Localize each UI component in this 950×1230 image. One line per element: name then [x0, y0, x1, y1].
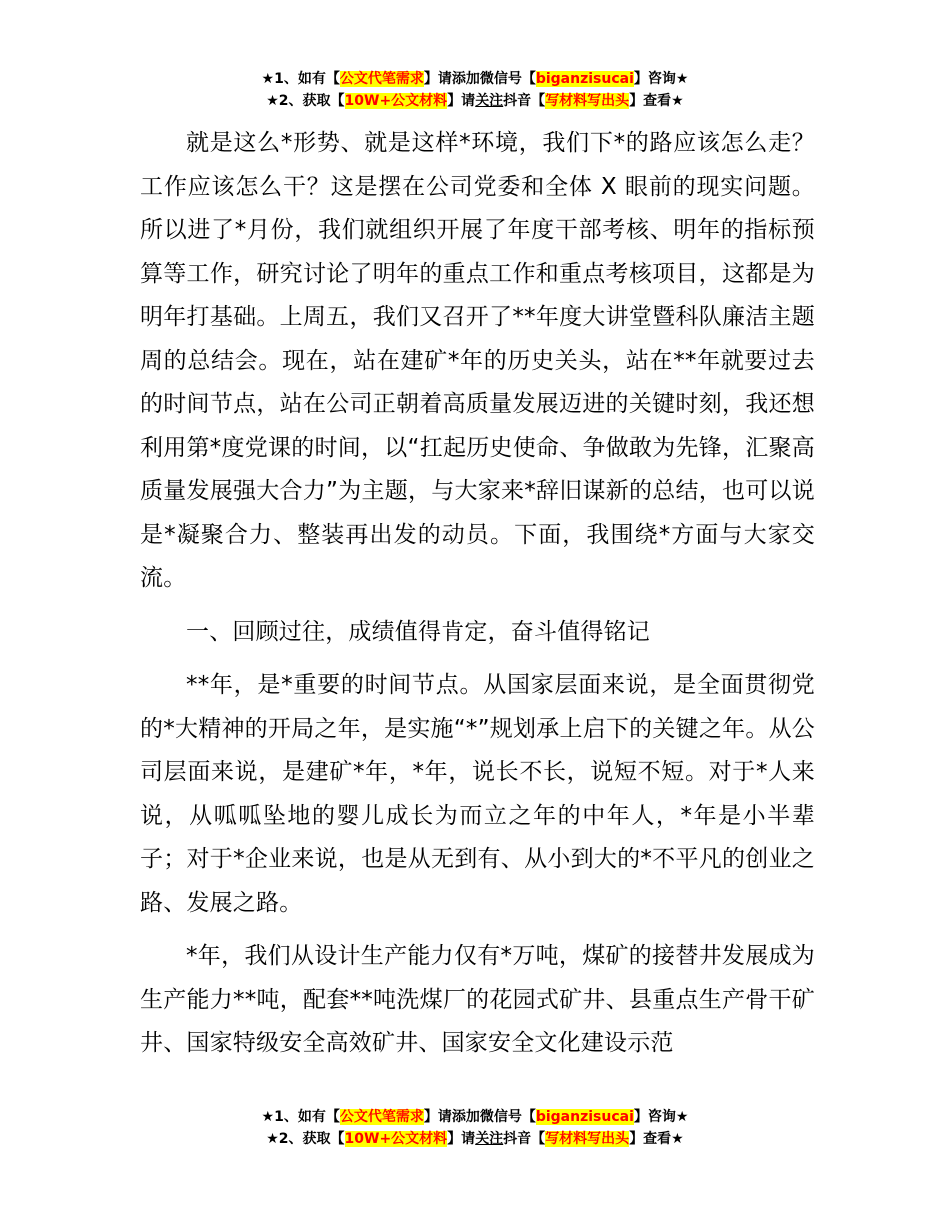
highlight-service: 公文代笔需求 — [339, 71, 424, 87]
banner-text: ★2、获取【 — [266, 1131, 345, 1147]
banner-line-1 — [0, 1106, 950, 1128]
banner-text: 抖音【 — [503, 93, 546, 109]
banner-text: 】请 — [447, 93, 476, 109]
banner-line-1 — [0, 68, 950, 90]
banner-text: 】查看★ — [629, 1131, 684, 1147]
highlight-materials: 10W+公文材料 — [344, 1131, 448, 1147]
section-heading-1: 一、回顾过往，成绩值得肯定，奋斗值得铭记 — [186, 618, 650, 645]
highlight-service: 公文代笔需求 — [339, 1109, 424, 1125]
highlight-douyin: 写材料写出头 — [545, 93, 630, 109]
underlined-follow: 关注 — [475, 93, 504, 109]
banner-text: 】查看★ — [629, 93, 684, 109]
paragraph-intro: 就是这么*形势、就是这样*环境，我们下*的路应该怎么走？工作应该怎么干？这是摆在公司党委和全体 X 眼前的现实问题。所以进了*月份，我们就组织开展了年度干部考核、明年的指标预算等工作，研究讨论了明年的重点工作和重点考核项目，这都是为明年打基础。上周五，我们又召开了**年度大讲堂暨科队廉洁主题周的总结会。现在，站在建矿*年的历史关头，站在**年就要过去的时间节点，站在公司正朝着高质量发展迈进的关键时刻，我还想利用第*度党课的时间，以“扛起历史使命、争做敢为先锋，汇聚高质量发展强大合力”为主题，与大家来*辞旧谋新的总结，也可以说是*凝聚合力、整装再出发的动员。下面，我围绕*方面与大家交流。 — [140, 130, 815, 591]
banner-text: 】咨询★ — [633, 1109, 689, 1125]
banner-text: ★1、如有【 — [261, 71, 340, 87]
banner-text: 】请 — [447, 1131, 476, 1147]
footer-banner — [0, 1106, 950, 1150]
banner-line-2 — [0, 1128, 950, 1150]
banner-text: 】请添加微信号【 — [423, 71, 536, 87]
banner-line-2 — [0, 90, 950, 112]
paragraph-review: **年，是*重要的时间节点。从国家层面来说，是全面贯彻党的*大精神的开局之年，是实施“*”规划承上启下的关键之年。从公司层面来说，是建矿*年，*年，说长不长，说短不短。对于*人来说，从呱呱坠地的婴儿成长为而立之年的中年人，*年是小半辈子；对于*企业来说，也是从无到有、从小到大的*不平凡的创业之路、发展之路。 — [140, 672, 815, 916]
highlight-douyin: 写材料写出头 — [545, 1131, 630, 1147]
banner-text: 】咨询★ — [633, 71, 689, 87]
banner-text: 抖音【 — [503, 1131, 546, 1147]
highlight-materials: 10W+公文材料 — [344, 93, 448, 109]
header-banner — [0, 68, 950, 112]
highlight-wechat-id: biganzisucai — [535, 1109, 634, 1125]
document-body — [140, 122, 815, 1066]
banner-text: ★2、获取【 — [266, 93, 345, 109]
paragraph-history: *年，我们从设计生产能力仅有*万吨，煤矿的接替井发展成为生产能力**吨，配套**吨洗煤厂的花园式矿井、县重点生产骨干矿井、国家特级安全高效矿井、国家安全文化建设示范 — [140, 943, 815, 1056]
underlined-follow: 关注 — [475, 1131, 504, 1147]
highlight-wechat-id: biganzisucai — [535, 71, 634, 87]
banner-text: 】请添加微信号【 — [423, 1109, 536, 1125]
banner-text: ★1、如有【 — [261, 1109, 340, 1125]
